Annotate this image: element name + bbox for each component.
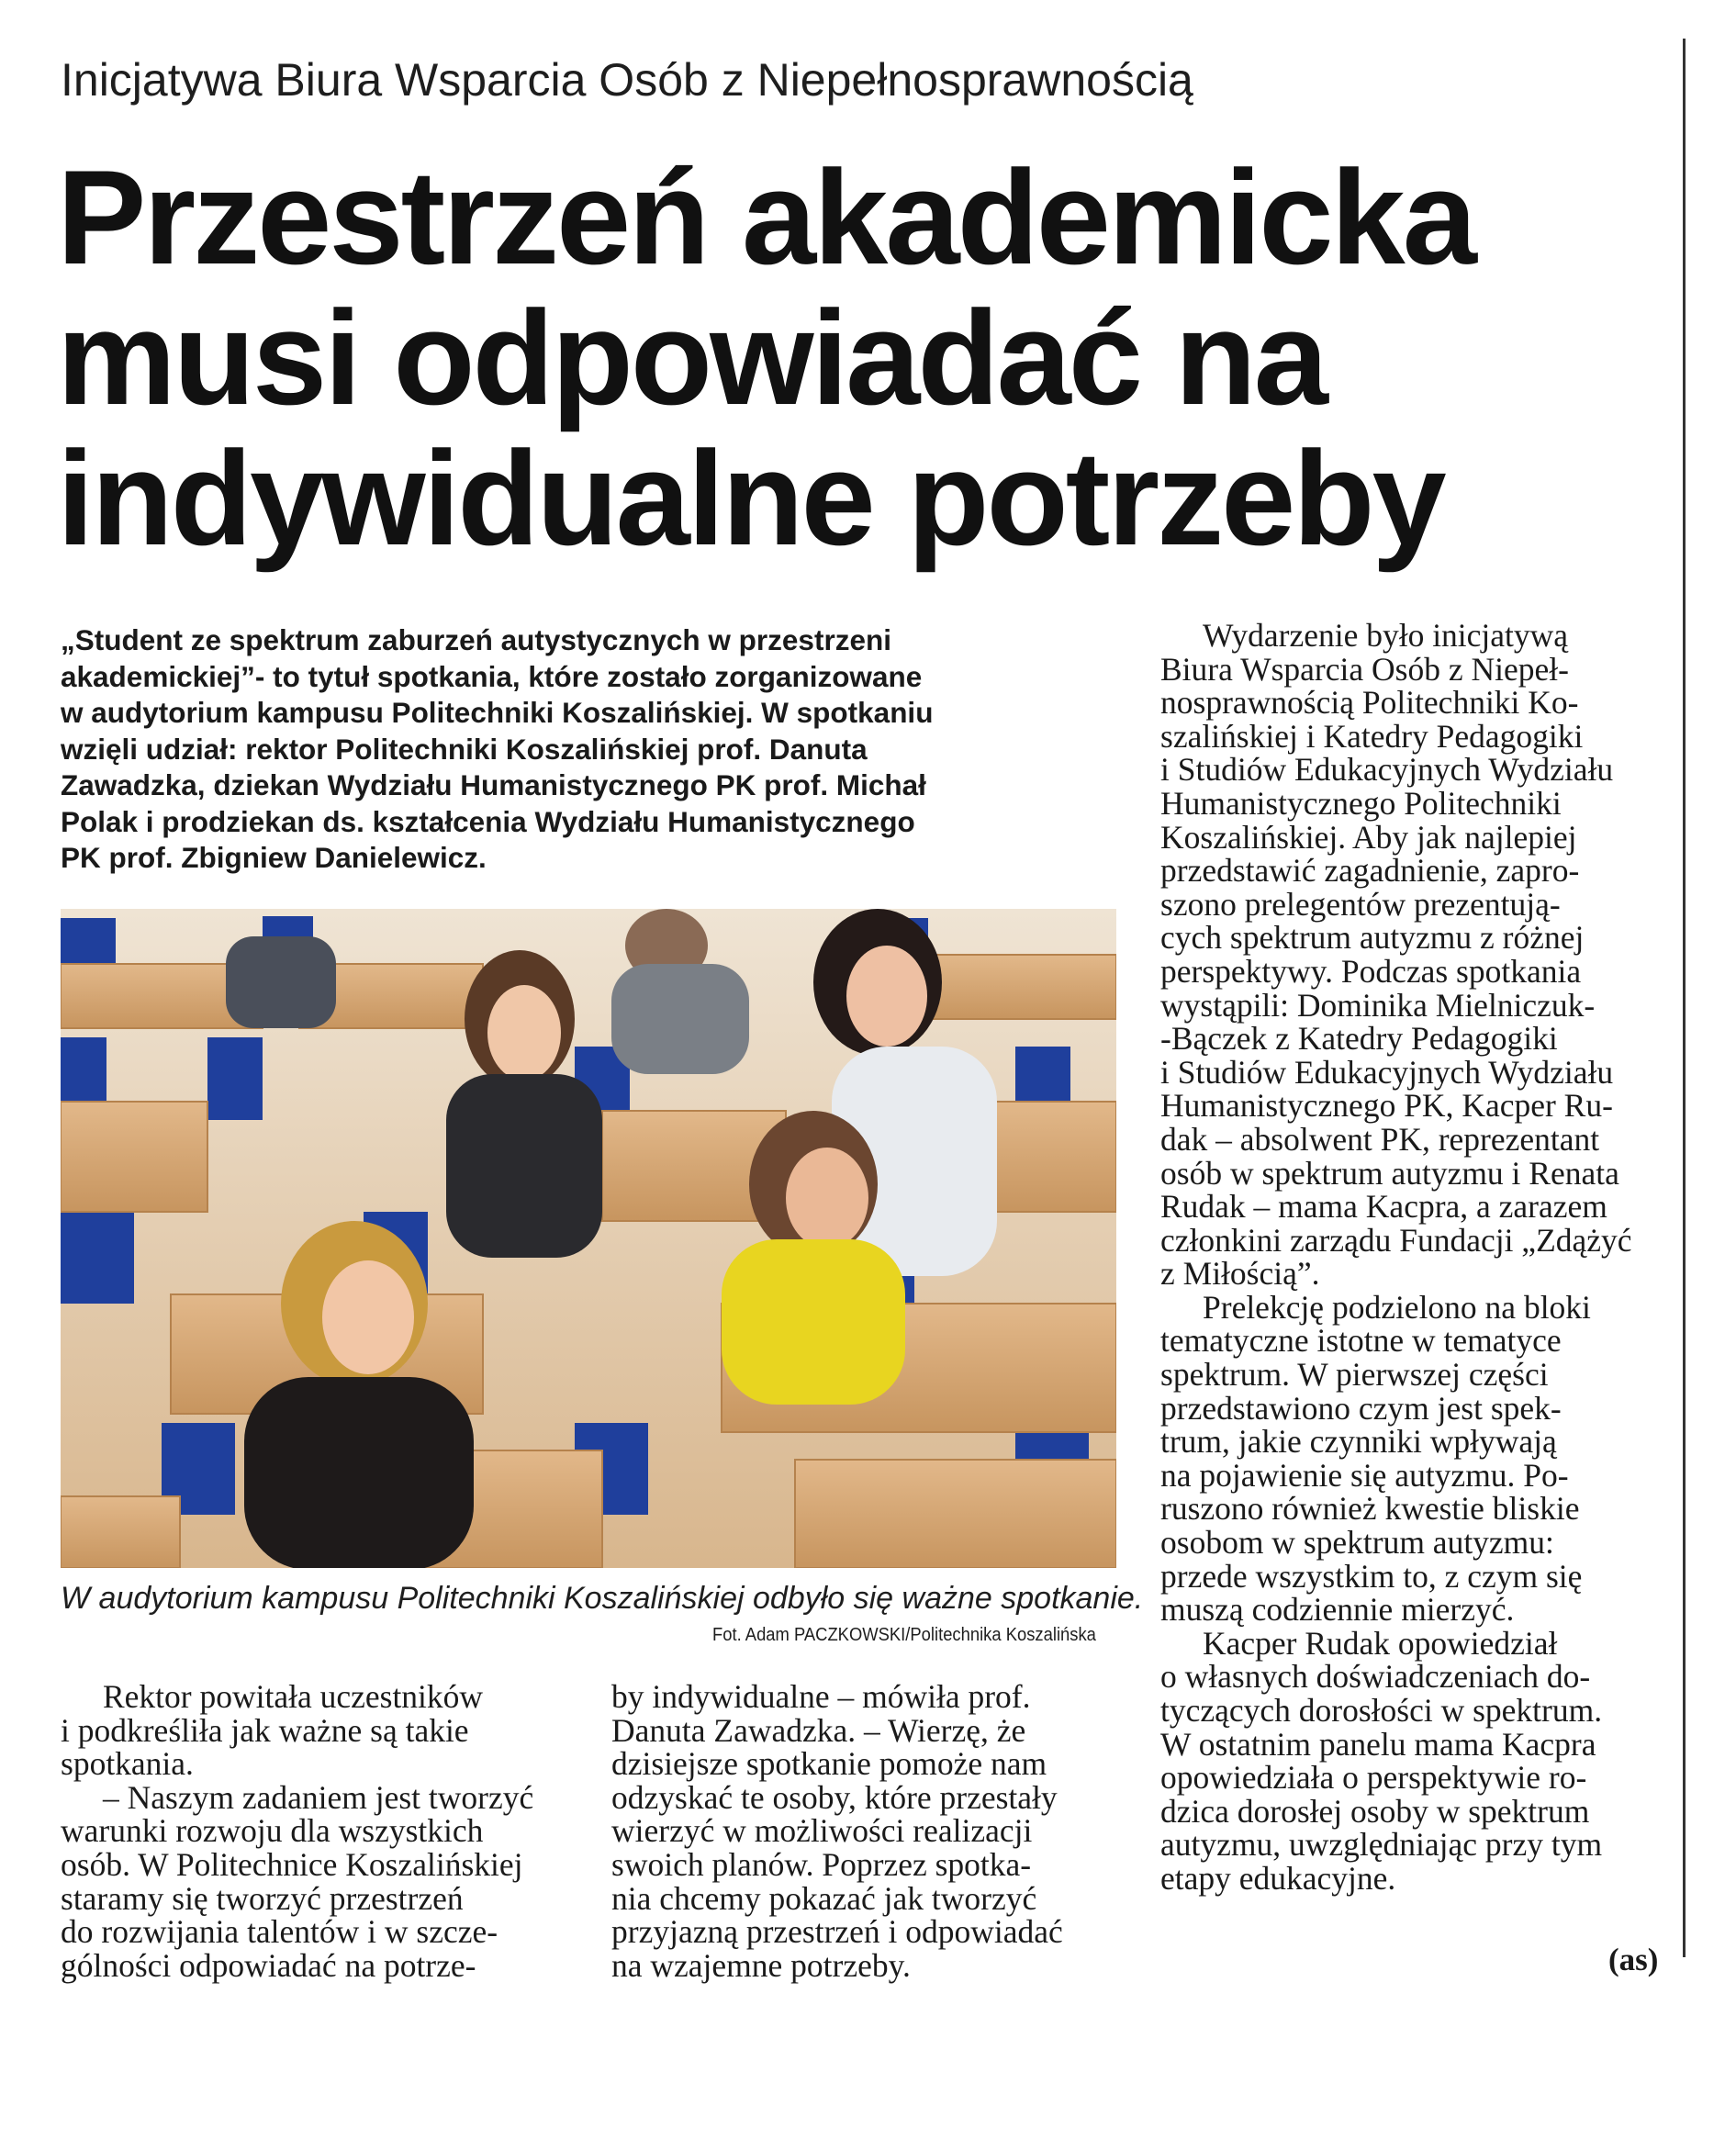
body-line: etapy edukacyjne. [1160,1859,1396,1897]
body-line: członkini zarządu Fundacji „Zdążyć [1160,1221,1632,1259]
body-column-middle [611,1680,1063,1982]
body-line: Danuta Zawadzka. – Wierzę, że [611,1711,1026,1749]
lead-line: wzięli udział: rektor Politechniki Koszalińskiej prof. Danuta [61,732,868,766]
photo-caption: W audytorium kampusu Politechniki Koszalińskiej odbyło się ważne spotkanie. [61,1581,1144,1616]
body-line: Humanistycznego PK, Kacper Ru- [1160,1087,1613,1125]
body-line: przedstawić zagadnienie, zapro- [1160,852,1580,890]
body-line: W ostatnim panelu mama Kacpra [1160,1725,1596,1763]
body-line: Kacper Rudak opowiedział [1203,1624,1558,1662]
body-line: tematyczne istotne w tematyce [1160,1322,1562,1360]
body-line: trum, jakie czynniki wpływają [1160,1423,1557,1461]
article-kicker: Inicjatywa Biura Wsparcia Osób z Niepełnosprawnością [61,54,1193,106]
body-line: przede wszystkim to, z czym się [1160,1557,1583,1595]
body-line: dzisiejsze spotkanie pomoże nam [611,1745,1047,1783]
auditorium-photo-illustration [61,909,1116,1568]
body-line: osób w spektrum autyzmu i Renata [1160,1154,1619,1192]
body-line: swoich planów. Poprzez spotka- [611,1845,1032,1883]
body-line: nia chcemy pokazać jak tworzyć [611,1879,1037,1917]
lead-line: Polak i prodziekan ds. kształcenia Wydziału Humanistycznego [61,804,915,838]
body-line: szono prelegentów prezentują- [1160,885,1561,923]
body-line: Humanistycznego Politechniki [1160,784,1562,822]
body-line: cych spektrum autyzmu z różnej [1160,919,1585,957]
article-headline [57,142,1474,573]
headline-line: musi odpowiadać na [57,283,1326,432]
body-line: do rozwijania talentów i w szcze- [61,1913,498,1951]
body-line: warunki rozwoju dla wszystkich [61,1812,484,1850]
body-line: o własnych doświadczeniach do- [1160,1658,1591,1696]
body-line: z Miłością”. [1160,1255,1320,1293]
body-line: tyczących dorosłości w spektrum. [1160,1692,1603,1729]
body-line: staramy się tworzyć przestrzeń [61,1879,464,1917]
body-line: odzyskać te osoby, które przestały [611,1778,1058,1816]
body-line: przedstawiono czym jest spek- [1160,1389,1562,1427]
body-line: dzica dorosłej osoby w spektrum [1160,1792,1590,1830]
headline-line: indywidualne potrzeby [57,423,1444,573]
body-line: i Studiów Edukacyjnych Wydziału [1160,1053,1614,1091]
article-lead [61,622,1098,877]
body-line: by indywidualne – mówiła prof. [611,1678,1031,1715]
body-line: nosprawnością Politechniki Ko- [1160,684,1579,722]
body-line: wystąpili: Dominika Mielniczuk- [1160,986,1596,1024]
body-line: i podkreśliła jak ważne są takie [61,1711,469,1749]
body-line: Wydarzenie było inicjatywą [1203,617,1569,654]
column-rule [1683,39,1686,1957]
body-line: wierzyć w możliwości realizacji [611,1812,1033,1850]
headline-line: Przestrzeń akademicka [57,142,1474,292]
body-line: na wzajemne potrzeby. [611,1946,911,1984]
lead-line: Zawadzka, dziekan Wydziału Humanistycznego PK prof. Michał [61,768,926,801]
body-line: autyzmu, uwzględniając przy tym [1160,1826,1603,1864]
author-signature: (as) [1608,1942,1659,1977]
body-line: perspektywy. Podczas spotkania [1160,952,1582,990]
body-line: ruszono również kwestie bliskie [1160,1490,1580,1528]
lead-line: „Student ze spektrum zaburzeń autystycznych w przestrzeni [61,623,891,656]
lead-line: PK prof. Zbigniew Danielewicz. [61,841,487,874]
photo-credit: Fot. Adam PACZKOWSKI/Politechnika Koszalińska [712,1625,1096,1645]
body-line: opowiedziała o perspektywie ro- [1160,1759,1587,1797]
body-line: Prelekcję podzielono na bloki [1203,1288,1591,1326]
body-line: Rudak – mama Kacpra, a zarazem [1160,1188,1607,1226]
body-line: na pojawienie się autyzmu. Po- [1160,1456,1569,1494]
body-line: spotkania. [61,1745,194,1783]
body-line: Biura Wsparcia Osób z Niepeł- [1160,650,1569,688]
body-line: gólności odpowiadać na potrze- [61,1946,476,1984]
article-photo [61,909,1116,1568]
body-line: osobom w spektrum autyzmu: [1160,1524,1554,1562]
body-line: muszą codziennie mierzyć. [1160,1591,1515,1629]
body-line: przyjazną przestrzeń i odpowiadać [611,1913,1063,1951]
body-line: -Bączek z Katedry Pedagogiki [1160,1020,1558,1058]
body-line: dak – absolwent PK, reprezentant [1160,1120,1600,1158]
body-column-right [1160,619,1632,1896]
body-line: szalińskiej i Katedry Pedagogiki [1160,717,1584,755]
body-line: – Naszym zadaniem jest tworzyć [103,1778,534,1816]
body-line: Koszalińskiej. Aby jak najlepiej [1160,818,1577,856]
body-line: Rektor powitała uczestników [103,1678,484,1715]
lead-line: w audytorium kampusu Politechniki Koszalińskiej. W spotkaniu [61,696,934,729]
body-column-left [61,1680,533,1982]
lead-line: akademickiej”- to tytuł spotkania, które zostało zorganizowane [61,659,923,693]
body-line: osób. W Politechnice Koszalińskiej [61,1845,523,1883]
body-line: i Studiów Edukacyjnych Wydziału [1160,751,1614,789]
body-line: spektrum. W pierwszej części [1160,1356,1549,1394]
